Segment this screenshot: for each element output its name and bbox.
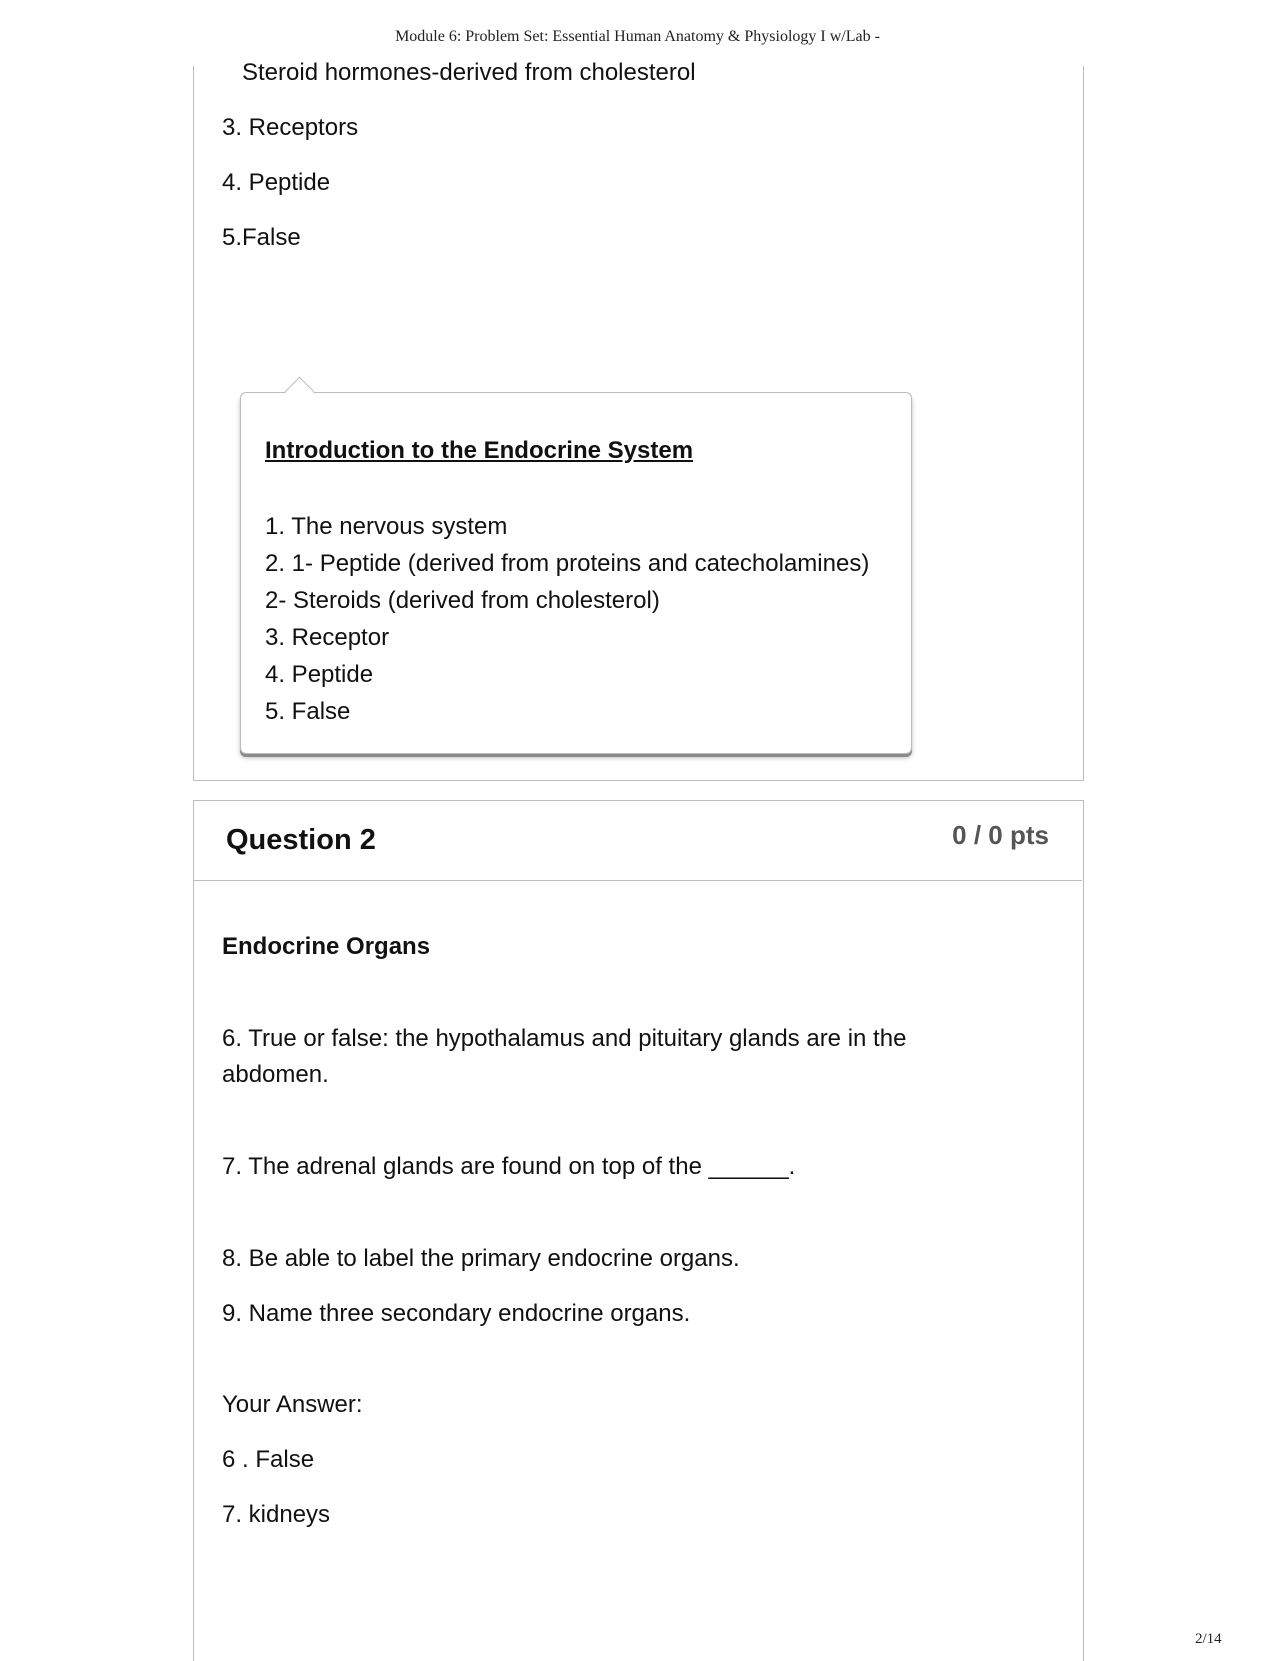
question-prompt: 8. Be able to label the primary endocrine organs.: [222, 1245, 740, 1272]
your-answer-label: Your Answer:: [222, 1391, 363, 1418]
answer-line: 5.False: [222, 224, 301, 251]
answer-line: 3. Receptors: [222, 114, 359, 141]
question-2-panel: [193, 800, 1084, 1661]
answer-line: 4. Peptide: [222, 169, 331, 196]
question-title: Question 2: [226, 824, 376, 856]
feedback-item: 3. Receptor: [265, 624, 390, 651]
question-prompt: 6. True or false: the hypothalamus and pituitary glands are in the: [222, 1025, 907, 1052]
question-prompt: 7. The adrenal glands are found on top of the ______.: [222, 1153, 796, 1180]
section-title: Endocrine Organs: [222, 933, 431, 960]
print-header: Module 6: Problem Set: Essential Human Anatomy & Physiology I w/Lab -: [395, 28, 880, 45]
answer-line: 7. kidneys: [222, 1501, 331, 1528]
feedback-item: 1. The nervous system: [265, 513, 508, 540]
feedback-item: 2- Steroids (derived from cholesterol): [265, 587, 660, 614]
feedback-callout: [240, 392, 912, 754]
feedback-item: 2. 1- Peptide (derived from proteins and catecholamines): [265, 550, 870, 577]
feedback-title: Introduction to the Endocrine System: [265, 437, 694, 464]
question-2-header: [193, 800, 1082, 881]
question-points: 0 / 0 pts: [952, 820, 1049, 850]
feedback-list: [265, 508, 869, 730]
feedback-item: 4. Peptide: [265, 661, 374, 688]
question-prompt: abdomen.: [222, 1061, 329, 1088]
page-number: 2/14: [1195, 1631, 1222, 1647]
answer-line: 6 . False: [222, 1446, 315, 1473]
question-prompt: 9. Name three secondary endocrine organs.: [222, 1300, 691, 1327]
feedback-item: 5. False: [265, 698, 351, 725]
answer-line: Steroid hormones-derived from cholesterol: [242, 59, 696, 86]
